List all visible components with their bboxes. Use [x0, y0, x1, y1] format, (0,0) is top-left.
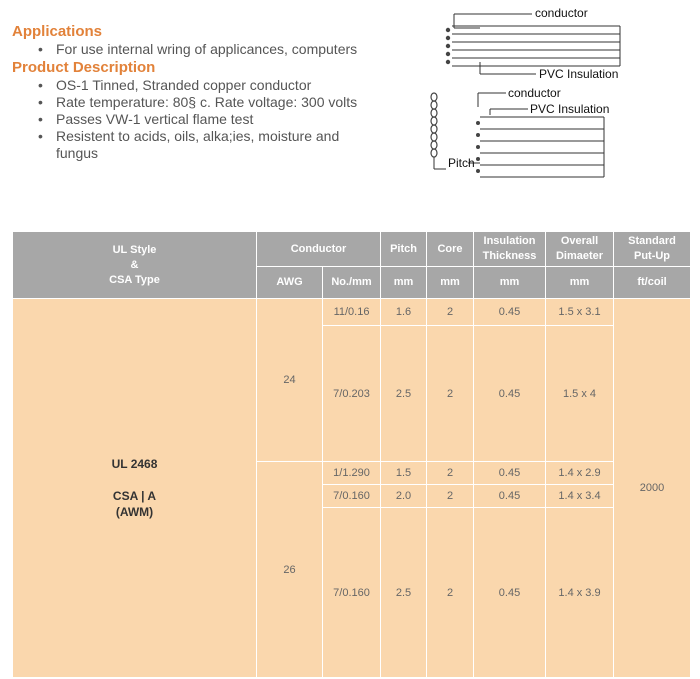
insulation-cell: 0.45	[474, 326, 546, 462]
unit-awg: AWG	[257, 267, 323, 299]
specification-table	[12, 231, 691, 678]
pitch-cell: 2.5	[381, 326, 427, 462]
list-item: • OS-1 Tinned, Stranded copper conductor	[0, 77, 380, 94]
applications-heading: Applications	[12, 23, 103, 40]
unit-core: mm	[427, 267, 474, 299]
type-cell: UL 2468 CSA | A (AWM)	[13, 299, 257, 678]
list-item: • For use internal wring of applicances, computers	[0, 41, 380, 58]
list-item: • Rate temperature: 80§ c. Rate voltage: 300 volts	[0, 94, 380, 111]
header-overall: Overall Dimaeter	[546, 232, 614, 267]
core-cell: 2	[427, 462, 474, 485]
conductor-label: conductor	[535, 6, 588, 20]
no-mm-cell: 11/0.16	[323, 299, 381, 326]
insulation-cell: 0.45	[474, 485, 546, 508]
core-cell: 2	[427, 485, 474, 508]
header-pitch: Pitch	[381, 232, 427, 267]
header-insulation: Insulation Thickness	[474, 232, 546, 267]
overall-cell: 1.4 x 2.9	[546, 462, 614, 485]
list-item: • Passes VW-1 vertical flame test	[0, 111, 380, 128]
no-mm-cell: 7/0.160	[323, 485, 381, 508]
unit-pitch: mm	[381, 267, 427, 299]
flat-cable-diagram	[440, 2, 630, 82]
conductor-label: conductor	[508, 86, 561, 100]
standard-cell: 2000	[614, 299, 691, 678]
table-header-row	[13, 232, 691, 267]
list-item: • Resistent to acids, oils, alka;ies, moisture and fungus	[0, 128, 356, 162]
core-cell: 2	[427, 326, 474, 462]
insulation-cell: 0.45	[474, 462, 546, 485]
pitch-cell: 1.6	[381, 299, 427, 326]
insulation-cell: 0.45	[474, 508, 546, 678]
overall-cell: 1.5 x 3.1	[546, 299, 614, 326]
pitch-label: Pitch	[448, 156, 475, 170]
overall-cell: 1.5 x 4	[546, 326, 614, 462]
header-standard: Standard Put-Up	[614, 232, 691, 267]
pitch-cell: 2.5	[381, 508, 427, 678]
unit-standard: ft/coil	[614, 267, 691, 299]
header-ul-style: UL Style & CSA Type	[13, 232, 257, 299]
unit-overall: mm	[546, 267, 614, 299]
core-cell: 2	[427, 508, 474, 678]
no-mm-cell: 7/0.203	[323, 326, 381, 462]
core-cell: 2	[427, 299, 474, 326]
twisted-cable-diagram	[418, 85, 628, 185]
no-mm-cell: 7/0.160	[323, 508, 381, 678]
applications-list	[0, 41, 380, 58]
insulation-label: PVC Insulation	[539, 67, 619, 81]
awg-cell: 24	[257, 299, 323, 462]
no-mm-cell: 1/1.290	[323, 462, 381, 485]
header-core: Core	[427, 232, 474, 267]
table-row	[13, 299, 691, 326]
awg-cell: 26	[257, 462, 323, 678]
pitch-cell: 1.5	[381, 462, 427, 485]
unit-no-mm: No./mm	[323, 267, 381, 299]
header-conductor: Conductor	[257, 232, 381, 267]
overall-cell: 1.4 x 3.4	[546, 485, 614, 508]
overall-cell: 1.4 x 3.9	[546, 508, 614, 678]
insulation-label: PVC Insulation	[530, 102, 610, 116]
insulation-cell: 0.45	[474, 299, 546, 326]
pitch-cell: 2.0	[381, 485, 427, 508]
product-description-list	[0, 77, 380, 162]
unit-insulation: mm	[474, 267, 546, 299]
product-description-heading: Product Description	[12, 59, 156, 76]
